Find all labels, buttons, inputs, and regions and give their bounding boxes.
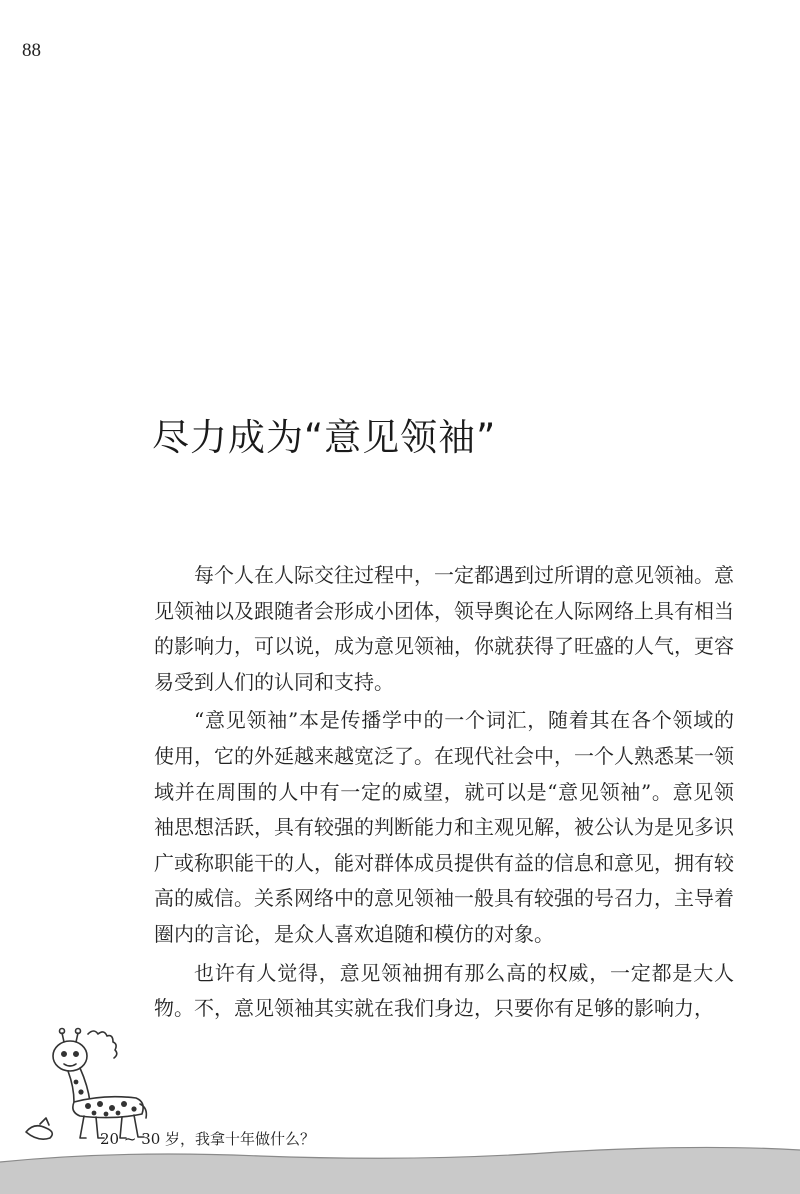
page-number: 88	[22, 40, 41, 61]
paragraph-2: “意见领袖”本是传播学中的一个词汇，随着其在各个领域的使用，它的外延越来越宽泛了。在现代社会中，一个人熟悉某一领域并在周围的人中有一定的威望，就可以是“意见领袖”。意见领袖思想活跃，具有较强的判断能力和主观见解，被公认为是见多识广或称职能干的人，能对群体成员提供有益的信息和意见，拥有较高的威信。关系网络中的意见领袖一般具有较强的号召力，主导着圈内的言论，是众人喜欢追随和模仿的对象。	[154, 708, 734, 946]
paragraph-3: 也许有人觉得，意见领袖拥有那么高的权威，一定都是大人物。不，意见领袖其实就在我们身边，只要你有足够的影响力，	[154, 960, 734, 1021]
footer-decorative-band	[0, 1140, 800, 1194]
body-text	[154, 558, 734, 1030]
paragraph-1: 每个人在人际交往过程中，一定都遇到过所谓的意见领袖。意见领袖以及跟随者会形成小团体，领导舆论在人际网络上具有相当的影响力，可以说，成为意见领袖，你就获得了旺盛的人气，更容易受到人们的认同和支持。	[154, 563, 734, 694]
chapter-title: 尽力成为“意见领袖”	[152, 416, 497, 459]
footer-book-title: 20 ~ 30 岁，我拿十年做什么？	[100, 1130, 316, 1148]
